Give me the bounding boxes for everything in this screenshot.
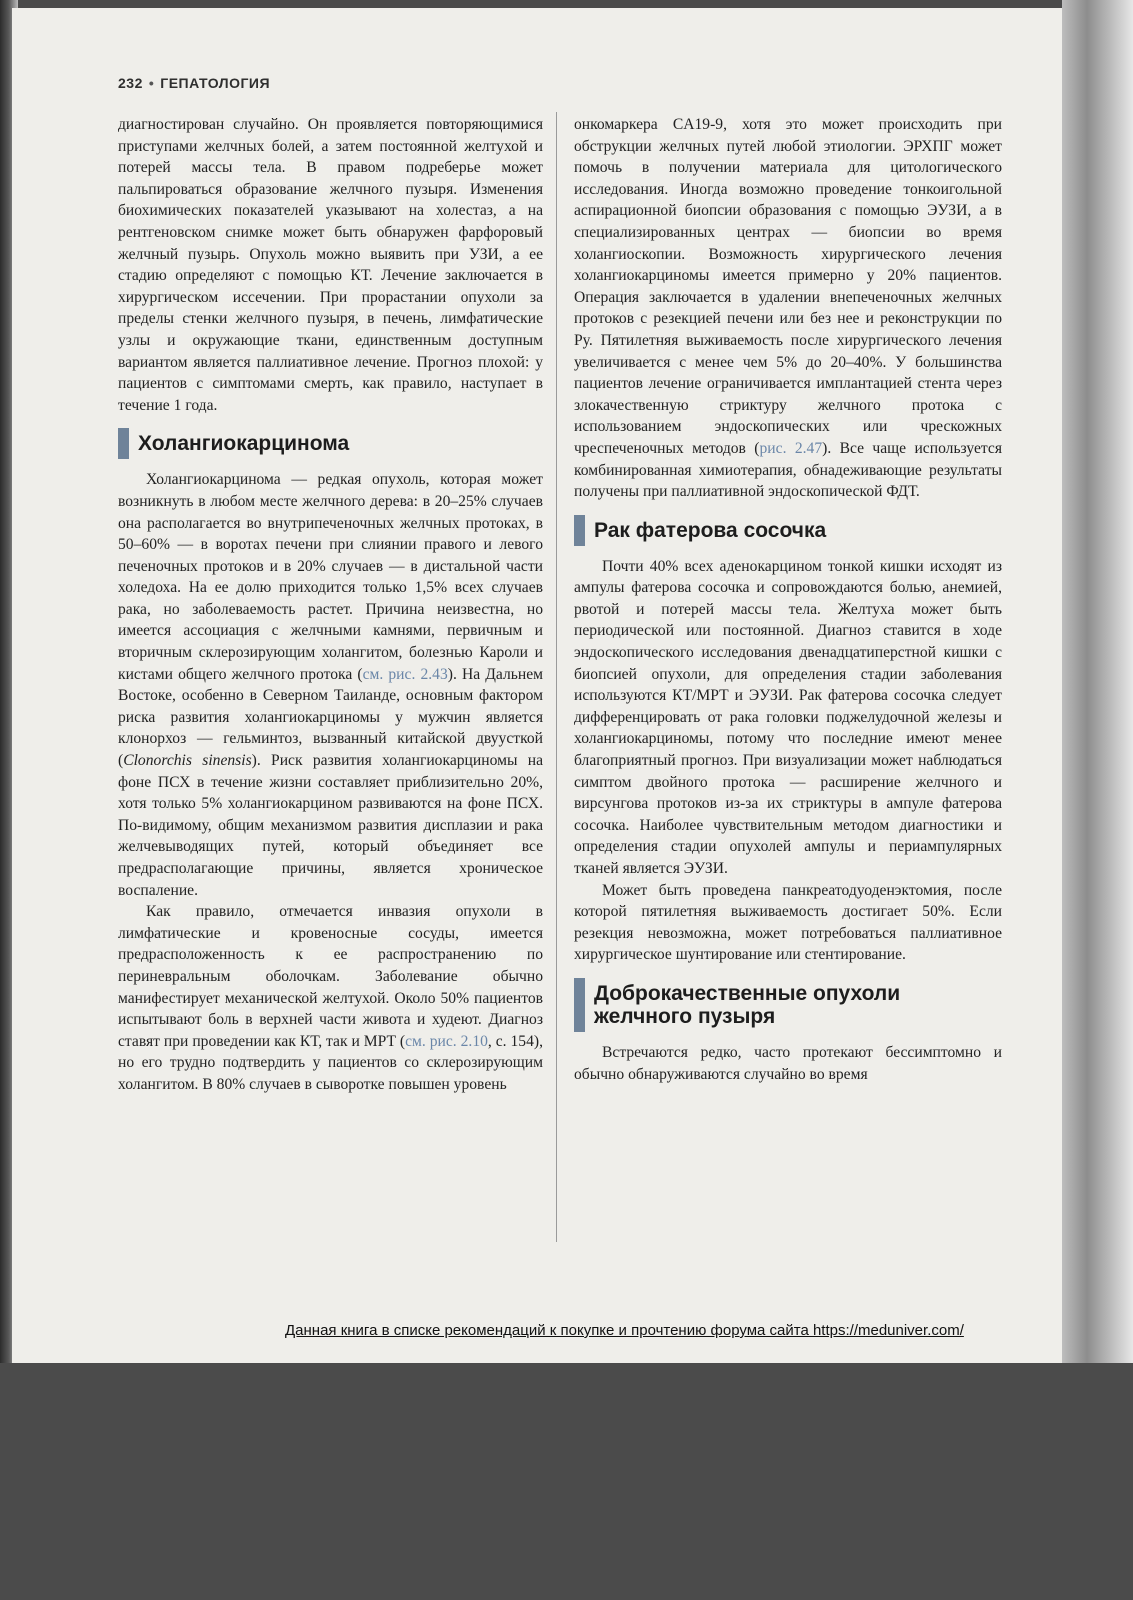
paragraph [118,901,543,1095]
paragraph: Почти 40% всех аденокарцином тонкой кишки исходят из ампулы фатерова сосочка и сопровождаются болью, анемией, рвотой и потерей массы тела. Желтуха может быть периодической или постоянной. Диагноз ставится в ходе эндоскопического исследования двенадцатиперстной кишки с биопсией опухоли, для определения стадии заболевания используются КТ/МРТ и ЭУЗИ. Рак фатерова сосочка следует дифференцировать от рака головки поджелудочной железы и холангиокарциномы, потому что последние имеют менее благоприятный прогноз. При визуализации может наблюдаться симптом двойного протока — расширение желчного и вирсунгова протоков из-за их стриктуры в ампуле фатерова сосочка. Наиболее чувствительным методом диагностики и определения стадии опухолей ампулы и периампулярных тканей является ЭУЗИ. [574,557,1002,877]
section-title: ГЕПАТОЛОГИЯ [160,75,271,91]
scan-bottom-background [0,1363,1133,1600]
paragraph: диагностирован случайно. Он проявляется повторяющимися приступами желчных болей, а затем постоянной желтухой и потерей массы тела. В правом подреберье может пальпироваться образование желчного пузыря. Изменения биохимических показателей указывают на холестаз, а на рентгеновском снимке может быть обнаружен фарфоровый желчный пузырь. Опухоль можно выявить при УЗИ, а ее стадию определяют с помощью КТ. Лечение заключается в хирургическом иссечении. При прорастании опухоли за пределы стенки желчного пузыря, в печень, лимфатические узлы и окружающие ткани, единственным доступным вариантом является паллиативное лечение. Прогноз плохой: у пациентов с симптомами смерть, как правило, наступает в течение 1 года. [118,116,543,414]
figure-reference-link[interactable]: рис. 2.47 [759,439,823,457]
section-heading-benign-gallbladder-tumors [574,978,1002,1032]
paragraph: Встречаются редко, часто протекают бессимптомно и обычно обнаруживаются случайно во время [574,1043,1002,1083]
text-run: , с. 154), но его трудно подтвердить у пациентов со склерозирующим холангитом. В 80% случаев в сыворотке повышен уровень [118,1032,543,1093]
heading-text: Доброкачественные опухоли желчного пузыря [594,981,901,1028]
footer-notice-link[interactable]: Данная книга в списке рекомендаций к покупке и прочтению форума сайта https://meduniver.com/ [285,1322,964,1339]
heading-text: Холангиокарцинома [138,432,350,456]
column-divider [556,112,557,1242]
page-number: 232 [118,75,143,91]
running-header [118,75,270,91]
text-run: Как правило, отмечается инвазия опухоли в лимфатические и кровеносные сосуды, имеется предрасположенность к ее распространению по периневральным оболочкам. Заболевание обычно манифестирует механической желтухой. Около 50% пациентов испытывают боль в верхней части живота и худеют. Диагноз ставят при проведении как КТ, так и МРТ ( [118,903,543,1050]
text-run: ). Риск развития холангиокарциномы на фоне ПСХ в течение жизни составляет приблизительно 20%, хотя только 5% холангиокарцином развиваются на фоне ПСХ. По-видимому, общим механизмом развития дисплазии и рака желчевыводящих путей, который объединяет все предрасполагающие причины, является хроническое воспаление. [118,752,543,899]
figure-reference-link[interactable]: см. рис. 2.43 [362,665,448,683]
paragraph [574,114,1002,503]
text-run: ). На Дальнем Востоке, особенно в Северном Таиланде, основным фактором риска развития холангиокарциномы у мужчин является клонорхоз — гельминтоз, вызванный китайской двуусткой ( [118,665,543,770]
figure-reference-link[interactable]: см. рис. 2.10 [405,1032,488,1050]
heading-bar [574,978,585,1032]
heading-text: Рак фатерова сосочка [594,518,827,542]
header-bullet: • [148,75,155,91]
page-fold-shadow [1062,0,1133,1600]
section-heading-cholangiocarcinoma [118,428,543,459]
text-run: онкомаркера CA19-9, хотя это может происходить при обструкции желчных путей любой этиологии. ЭРХПГ может помочь в получении материала для цитологического исследования. Иногда возможно проведение тонкоигольной аспирационной биопсии образования с помощью ЭУЗИ, а в специализированных центрах — биопсии во время холангиоскопии. Возможность хирургического лечения холангиокарциномы имеется примерно у 20% пациентов. Операция заключается в удалении внепеченочных желчных протоков с резекцией печени или без нее и реконструкции по Ру. Пятилетняя выживаемость после хирургического лечения увеличивается с менее чем 5% до 20–40%. У большинства пациентов лечение ограничивается имплантацией стента через злокачественную стриктуру желчного протока с использованием эндоскопических или чрескожных чреспеченочных методов ( [574,116,1002,457]
heading-bar [118,428,129,459]
heading-bar [574,515,585,546]
left-column [118,114,543,1096]
paragraph [118,469,543,901]
right-column [574,114,1002,1085]
text-run: ). Все чаще используется комбинированная химиотерапия, обнадеживающие результаты получены при паллиативной эндоскопической ФДТ. [574,439,1002,501]
section-heading-vater-papilla [574,515,1002,546]
latin-species-name: Clonorchis sinensis [123,752,252,770]
paragraph: Может быть проведена панкреатодуоденэктомия, после которой пятилетняя выживаемость достигает 50%. Если резекция невозможна, может потребоваться паллиативное хирургическое шунтирование или стентирование. [574,881,1002,964]
text-run: Холангиокарцинома — редкая опухоль, которая может возникнуть в любом месте желчного дерева: в 20–25% случаев она располагается во внутрипеченочных желчных протоках, в 50–60% — в воротах печени при слиянии правого и левого печеночных протоков и в 20% случаев — в дистальной части холедоха. На ее долю приходится только 1,5% всех случаев рака, но заболеваемость растет. Причина неизвестна, но имеется ассоциация с желчными камнями, первичным и вторичным склерозирующим холангитом, болезнью Кароли и кистами общего желчного протока ( [118,471,543,683]
